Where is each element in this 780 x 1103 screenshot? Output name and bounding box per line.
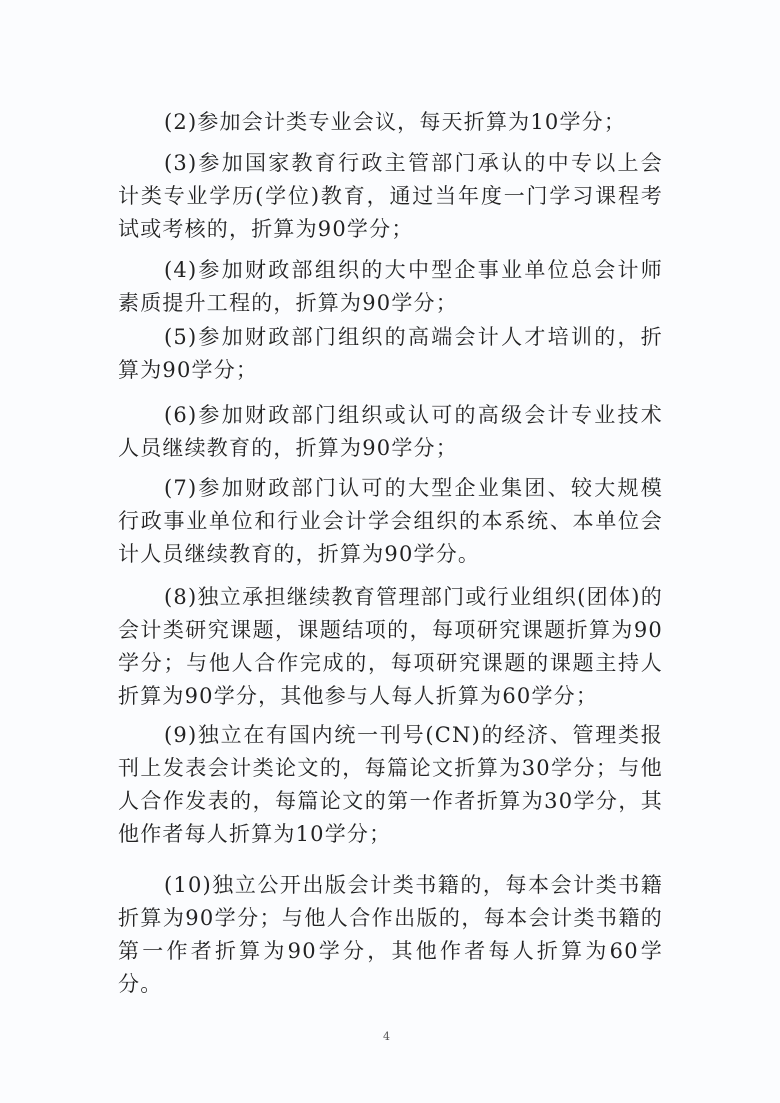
paragraph-item-9: (9)独立在有国内统一刊号(CN)的经济、管理类报刊上发表会计类论文的，每篇论文折算为30学分；与他人合作发表的，每篇论文的第一作者折算为30学分，其他作者每人折算为10学分； [118, 723, 663, 846]
paragraph-item-4: (4)参加财政部组织的大中型企事业单位总会计师素质提升工程的，折算为90学分； [118, 258, 663, 315]
paragraph-item-7: (7)参加财政部门认可的大型企业集团、较大规模行政事业单位和行业会计学会组织的本系统、本单位会计人员继续教育的，折算为90学分。 [118, 476, 663, 566]
paragraph-item-3: (3)参加国家教育行政主管部门承认的中专以上会计类专业学历(学位)教育，通过当年度一门学习课程考试或考核的，折算为90学分； [118, 151, 663, 241]
paragraph-item-8: (8)独立承担继续教育管理部门或行业组织(团体)的会计类研究课题，课题结项的，每项研究课题折算为90学分；与他人合作完成的，每项研究课题的课题主持人折算为90学分，其他参与人每人折算为60学分； [118, 585, 663, 708]
page-number: 4 [383, 1030, 390, 1043]
paragraph-item-10: (10)独立公开出版会计类书籍的，每本会计类书籍折算为90学分；与他人合作出版的，每本会计类书籍的第一作者折算为90学分，其他作者每人折算为60学分。 [118, 873, 663, 996]
paragraph-item-2: (2)参加会计类专业会议，每天折算为10学分； [164, 110, 627, 134]
paragraph-item-6: (6)参加财政部门组织或认可的高级会计专业技术人员继续教育的，折算为90学分； [118, 403, 663, 460]
paragraph-item-5: (5)参加财政部门组织的高端会计人才培训的，折算为90学分； [118, 325, 663, 382]
